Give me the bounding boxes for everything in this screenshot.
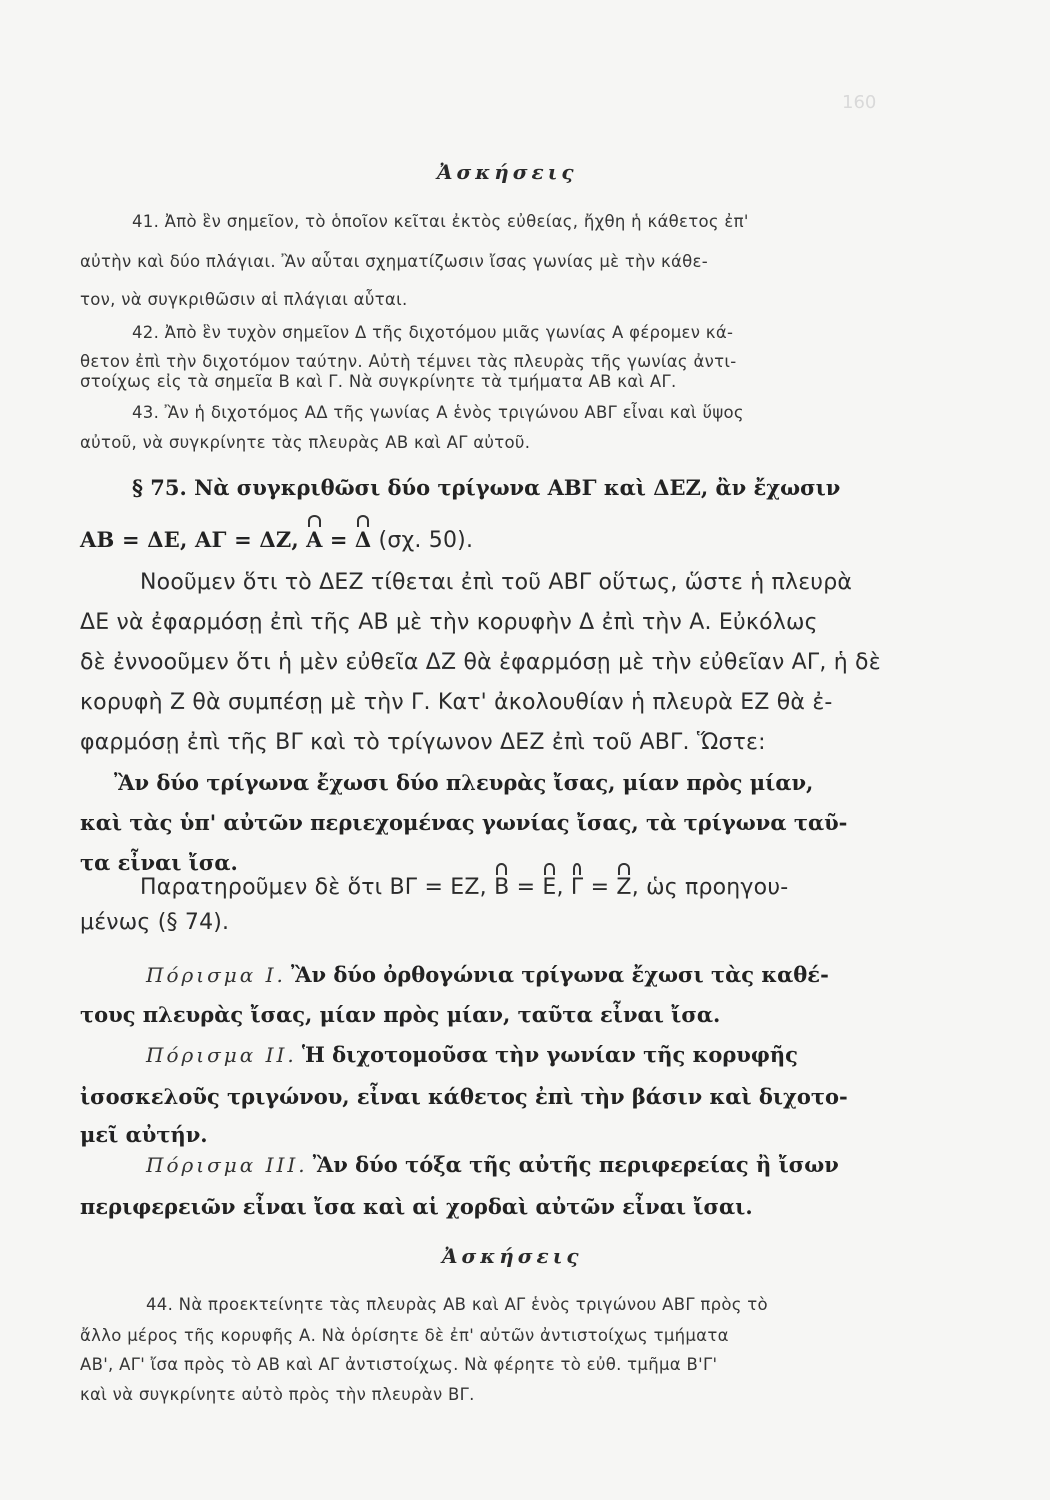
observation-line-2: μένως (§ 74). [80,910,230,935]
angle-g: Γ [570,875,584,900]
corollary-1-text-2: τους πλευρὰς ἴσας, μίαν πρὸς μίαν, ταῦτα εἶναι ἴσα. [80,1002,721,1027]
page-number: 160 [842,92,877,113]
corollary-3-label: Πόρισμα ΙΙΙ. [146,1153,308,1177]
theorem-line-2: καὶ τὰς ὑπ' αὐτῶν περιεχομένας γωνίας ἴσας, τὰ τρίγωνα ταῦ- [80,810,848,835]
exercise-42-line-1: 42. Ἀπὸ ἓν τυχὸν σημεῖον Δ τῆς διχοτόμου μιᾶς γωνίας Α φέρομεν κά- [132,323,734,342]
exercise-41-line-1: 41. Ἀπὸ ἓν σημεῖον, τὸ ὁποῖον κεῖται ἐκτὸς εὐθείας, ἤχθη ἡ κάθετος ἐπ' [132,212,749,231]
exercise-42-line-3: στοίχως εἰς τὰ σημεῖα Β καὶ Γ. Νὰ συγκρίνητε τὰ τμήματα ΑΒ καὶ ΑΓ. [80,372,677,391]
section-75-title: § 75. Νὰ συγκριθῶσι δύο τρίγωνα ΑΒΓ καὶ ΔΕΖ, ἂν ἔχωσιν [132,475,841,500]
proof-line-4: κορυφὴ Ζ θὰ συμπέσῃ μὲ τὴν Γ. Κατ' ἀκολουθίαν ἡ πλευρὰ ΕΖ θὰ ἐ- [80,690,833,715]
corollary-2-label: Πόρισμα ΙΙ. [146,1043,297,1067]
exercise-42-line-2: θετον ἐπὶ τὴν διχοτόμον ταύτην. Αὐτὴ τέμνει τὰς πλευρὰς τῆς γωνίας ἀντι- [80,352,737,371]
exercise-41-line-2: αὐτὴν καὶ δύο πλάγιαι. Ἂν αὗται σχηματίζωσιν ἴσας γωνίας μὲ τὴν κάθε- [80,252,709,271]
exercise-43-line-1: 43. Ἂν ἡ διχοτόμος ΑΔ τῆς γωνίας Α ἑνὸς τριγώνου ΑΒΓ εἶναι καὶ ὕψος [132,403,744,422]
corollary-1 [146,962,829,987]
equals-sign: = [329,527,348,552]
proof-line-5: φαρμόσῃ ἐπὶ τῆς ΒΓ καὶ τὸ τρίγωνον ΔΕΖ ἐπὶ τοῦ ΑΒΓ. Ὥστε: [80,730,766,755]
exercise-44-line-1: 44. Νὰ προεκτείνητε τὰς πλευρὰς ΑΒ καὶ ΑΓ ἑνὸς τριγώνου ΑΒΓ πρὸς τὸ [146,1295,768,1314]
corollary-3 [146,1152,839,1177]
observation-suffix: ὡς προηγου- [646,875,789,900]
section-75-condition [80,527,473,553]
proof-line-1: Νοοῦμεν ὅτι τὸ ΔΕΖ τίθεται ἐπὶ τοῦ ΑΒΓ οὕτως, ὥστε ἡ πλευρὰ [140,570,853,595]
observation-line-1: Παρατηροῦμεν δὲ ὅτι ΒΓ = ΕΖ, Β = Ε, Γ = Ζ, ὡς προηγου- [140,875,789,900]
angle-b: Β [494,875,510,900]
angle-z: Ζ [616,875,632,900]
corollary-1-label: Πόρισμα Ι. [146,963,286,987]
corollary-2-text-1: Ἡ διχοτομοῦσα τὴν γωνίαν τῆς κορυφῆς [301,1042,798,1067]
theorem-line-1: Ἂν δύο τρίγωνα ἔχωσι δύο πλευρὰς ἴσας, μίαν πρὸς μίαν, [114,770,814,795]
condition-sides: ΑΒ = ΔΕ, ΑΓ = ΔΖ, [80,527,299,552]
figure-reference: (σχ. 50). [378,528,474,553]
exercise-43-line-2: αὐτοῦ, νὰ συγκρίνητε τὰς πλευρὰς ΑΒ καὶ ΑΓ αὐτοῦ. [80,433,531,452]
exercise-44-line-3: ΑΒ', ΑΓ' ἴσα πρὸς τὸ ΑΒ καὶ ΑΓ ἀντιστοίχως. Νὰ φέρητε τὸ εὐθ. τμῆμα Β'Γ' [80,1355,718,1374]
exercise-44-line-2: ἄλλο μέρος τῆς κορυφῆς Α. Νὰ ὁρίσητε δὲ ἐπ' αὐτῶν ἀντιστοίχως τμήματα [80,1326,729,1345]
corollary-1-text-1: Ἂν δύο ὀρθογώνια τρίγωνα ἔχωσι τὰς καθέ- [290,962,829,987]
corollary-3-text-2: περιφερειῶν εἶναι ἴσα καὶ αἱ χορδαὶ αὐτῶν εἶναι ἴσαι. [80,1194,753,1219]
theorem-line-3: τα εἶναι ἴσα. [80,850,238,875]
corollary-2-text-2: ἰσοσκελοῦς τριγώνου, εἶναι κάθετος ἐπὶ τὴν βάσιν καὶ διχοτο- [80,1084,848,1109]
exercise-41-line-3: τον, νὰ συγκριθῶσιν αἱ πλάγιαι αὗται. [80,290,408,309]
corollary-3-text-1: Ἂν δύο τόξα τῆς αὐτῆς περιφερείας ἢ ἴσων [312,1152,839,1177]
angle-d: Δ [354,527,372,552]
angle-a: Α [306,527,323,552]
exercises-heading: Ἀσκήσεις [437,160,578,184]
corollary-2-text-3: μεῖ αὐτήν. [80,1122,208,1147]
corollary-2 [146,1042,798,1067]
angle-e: Ε [542,875,557,900]
proof-line-2: ΔΕ νὰ ἐφαρμόσῃ ἐπὶ τῆς ΑΒ μὲ τὴν κορυφὴν Δ ἐπὶ τὴν Α. Εὐκόλως [80,610,818,635]
proof-line-3: δὲ ἐννοοῦμεν ὅτι ἡ μὲν εὐθεῖα ΔΖ θὰ ἐφαρμόσῃ μὲ τὴν εὐθεῖαν ΑΓ, ἡ δὲ [80,650,881,675]
observation-prefix: Παρατηροῦμεν δὲ ὅτι ΒΓ = ΕΖ, [140,875,487,900]
exercises-heading-2: Ἀσκήσεις [442,1244,583,1268]
exercise-44-line-4: καὶ νὰ συγκρίνητε αὐτὸ πρὸς τὴν πλευρὰν ΒΓ. [80,1385,475,1404]
